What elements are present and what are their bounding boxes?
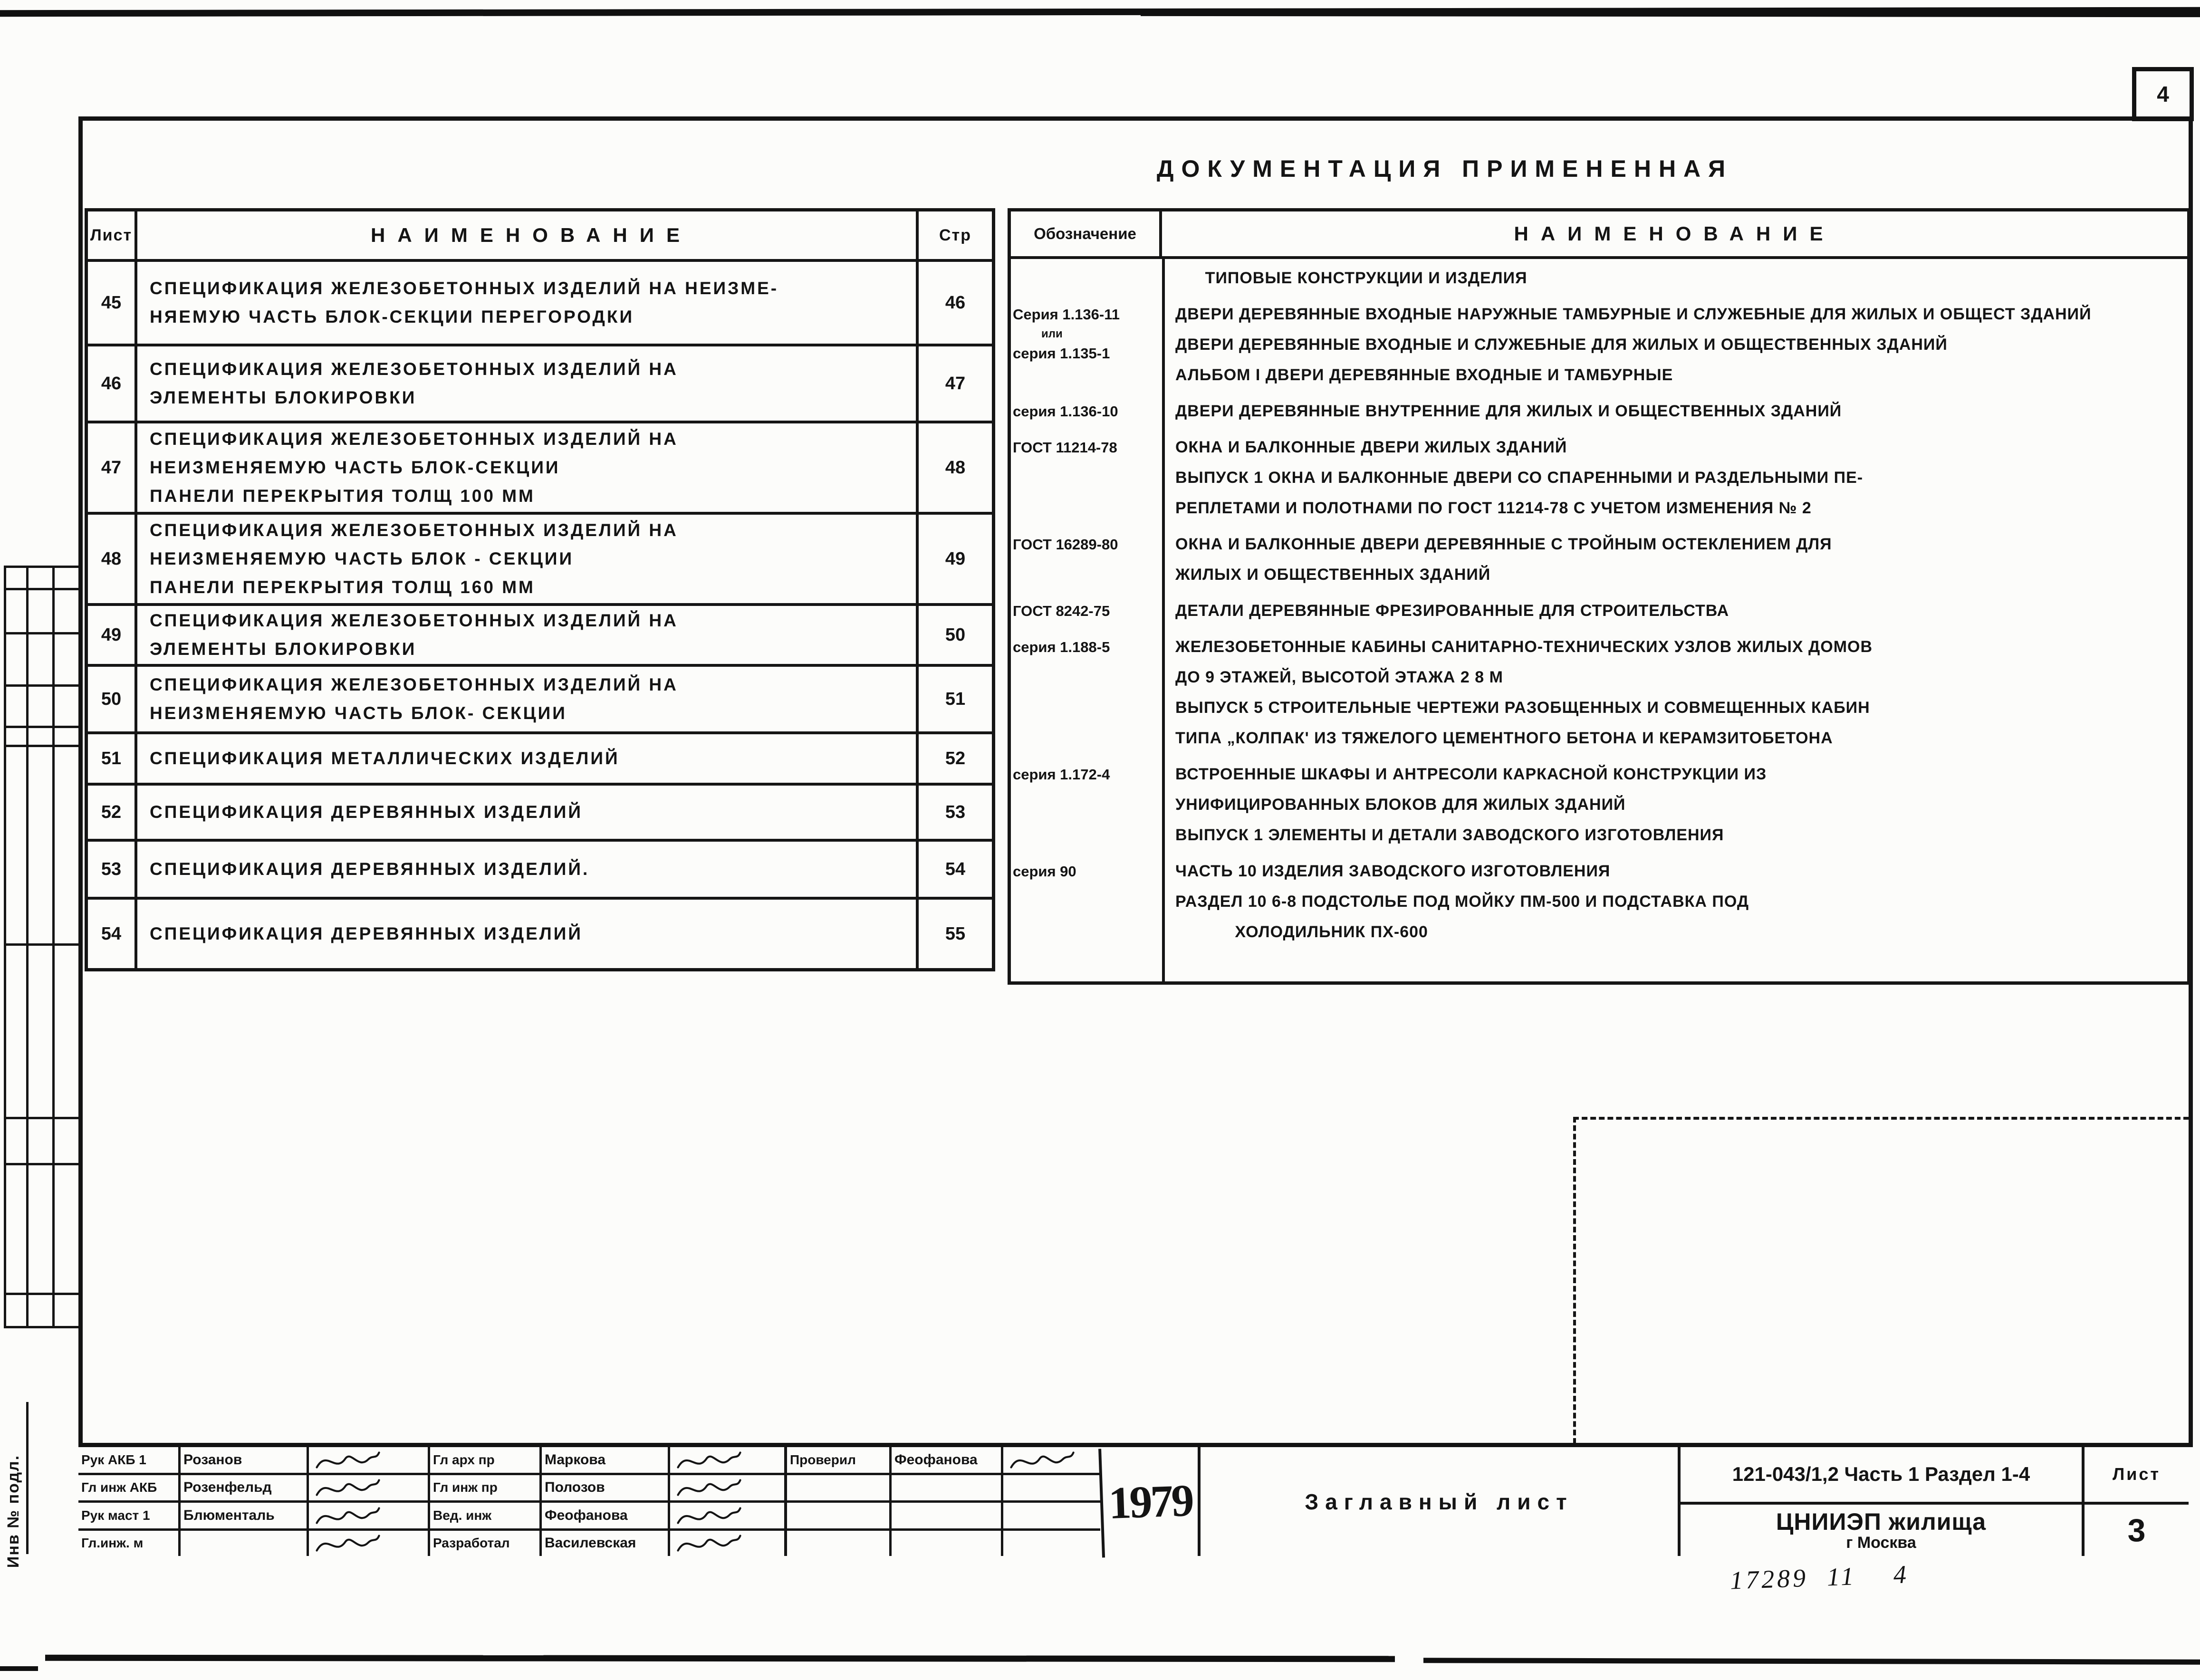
designation-cell (1011, 632, 1162, 753)
column-divider-line (1162, 259, 1165, 981)
signer-role: Рук маст 1 (81, 1507, 150, 1523)
sheet-number: 3 (2085, 1502, 2189, 1556)
table-row (88, 512, 992, 603)
margin-line (4, 1117, 78, 1119)
name-cell (1162, 396, 2187, 426)
signer-name: Полозов (539, 1475, 668, 1501)
signer-role: Вед. инж (428, 1503, 539, 1528)
name-cell (137, 900, 916, 968)
checked-row (787, 1447, 1100, 1473)
title-block-checked (784, 1447, 1100, 1556)
dashed-revision-box (1573, 1117, 2189, 1444)
designation-line: Серия 1.136-11 (1013, 306, 1120, 323)
sheet-label: Лист (2112, 1464, 2161, 1484)
name-line: НЕИЗМЕНЯЕМУЮ ЧАСТЬ БЛОК- СЕКЦИИ (150, 703, 567, 723)
name-line: ДО 9 ЭТАЖЕЙ, ВЫСОТОЙ ЭТАЖА 2 8 М (1175, 668, 1503, 686)
sheet-number-cell: 48 (88, 515, 137, 603)
title-block (78, 1443, 2193, 1556)
right-table-entries (1011, 263, 2187, 947)
table-row (1011, 632, 2187, 753)
table-row (88, 897, 992, 968)
name-line: СПЕЦИФИКАЦИЯ ЖЕЛЕЗОБЕТОННЫХ ИЗДЕЛИЙ НА НЕИЗМЕ- (150, 278, 779, 298)
signature-scribble (1001, 1447, 1103, 1473)
name-line: УНИФИЦИРОВАННЫХ БЛОКОВ ДЛЯ ЖИЛЫХ ЗДАНИЙ (1175, 796, 1626, 814)
margin-line (4, 684, 78, 687)
page-number-cell: 53 (916, 786, 992, 839)
name-line: НЯЕМУЮ ЧАСТЬ БЛОК-СЕКЦИИ ПЕРЕГОРОДКИ (150, 307, 634, 326)
margin-line (4, 1163, 78, 1165)
name-line: ЖИЛЫХ И ОБЩЕСТВЕННЫХ ЗДАНИЙ (1175, 566, 1491, 584)
name-cell (137, 262, 916, 344)
name-cell (1162, 759, 2187, 850)
name-cell (1162, 595, 2187, 626)
name-cell (1162, 529, 2187, 590)
table-row (88, 839, 992, 897)
name-line: СПЕЦИФИКАЦИЯ ЖЕЛЕЗОБЕТОННЫХ ИЗДЕЛИЙ НА (150, 611, 678, 630)
signer-name: Розанов (178, 1447, 307, 1473)
name-line: ВЫПУСК 1 ОКНА И БАЛКОННЫЕ ДВЕРИ СО СПАРЕННЫМИ И РАЗДЕЛЬНЫМИ ПЕ- (1175, 469, 1864, 487)
name-cell (137, 606, 916, 664)
signer-row (78, 1447, 784, 1473)
name-line: СПЕЦИФИКАЦИЯ МЕТАЛЛИЧЕСКИХ ИЗДЕЛИЙ (150, 749, 620, 768)
inventory-number-label: Инв № подл. (4, 1454, 22, 1568)
name-cell (1162, 856, 2187, 947)
designation-line: серия 1.172-4 (1013, 766, 1110, 783)
signature-scribble (307, 1475, 428, 1501)
table-row (1011, 299, 2187, 390)
sheet-number-cell: 50 (88, 667, 137, 731)
sheet-number-cell: 47 (88, 423, 137, 512)
signer-row (78, 1500, 784, 1528)
table-header-row (88, 211, 992, 259)
table-row (1011, 529, 2187, 590)
name-cell (137, 786, 916, 839)
name-line: ВЫПУСК 1 ЭЛЕМЕНТЫ И ДЕТАЛИ ЗАВОДСКОГО ИЗГОТОВЛЕНИЯ (1175, 826, 1724, 844)
name-cell (137, 842, 916, 897)
signer-name: Маркова (539, 1447, 668, 1473)
name-line: ДВЕРИ ДЕРЕВЯННЫЕ ВНУТРЕННИЕ ДЛЯ ЖИЛЫХ И ОБЩЕСТВЕННЫХ ЗДАНИЙ (1175, 402, 1842, 420)
name-line: ВСТРОЕННЫЕ ШКАФЫ И АНТРЕСОЛИ КАРКАСНОЙ КОНСТРУКЦИИ ИЗ (1175, 765, 1767, 783)
designation-line: серия 90 (1013, 863, 1076, 880)
designation-cell (1011, 529, 1162, 590)
table-row (88, 259, 992, 344)
name-line: ЭЛЕМЕНТЫ БЛОКИРОВКИ (150, 388, 417, 407)
name-line: ЧАСТЬ 10 ИЗДЕЛИЯ ЗАВОДСКОГО ИЗГОТОВЛЕНИЯ (1175, 862, 1611, 880)
name-line: РАЗДЕЛ 10 6-8 ПОДСТОЛЬЕ ПОД МОЙКУ ПМ-500 И ПОДСТАВКА ПОД (1175, 893, 1749, 911)
name-line: СПЕЦИФИКАЦИЯ ДЕРЕВЯННЫХ ИЗДЕЛИЙ (150, 924, 583, 943)
table-row (1011, 856, 2187, 947)
title-block-sheet-section (2082, 1447, 2189, 1556)
table-row (88, 664, 992, 731)
page-number-cell: 52 (916, 734, 992, 783)
sheet-number-cell: 46 (88, 346, 137, 421)
page-number-cell: 50 (916, 606, 992, 664)
sheet-index-table (85, 208, 995, 971)
name-line: СПЕЦИФИКАЦИЯ ЖЕЛЕЗОБЕТОННЫХ ИЗДЕЛИЙ НА (150, 520, 678, 540)
sheet-number-cell: 52 (88, 786, 137, 839)
handwritten-note: 17289 11 4 (1729, 1560, 1910, 1595)
designation-cell (1011, 396, 1162, 426)
right-table-body (1011, 259, 2187, 981)
table-row (1011, 263, 2187, 293)
margin-line (52, 566, 55, 1326)
table-row (1011, 595, 2187, 626)
designation-line: ГОСТ 16289-80 (1013, 536, 1118, 553)
page-number-cell: 51 (916, 667, 992, 731)
checked-name: Феофанова (889, 1447, 1001, 1473)
torn-edge-bottom (1423, 1658, 2200, 1664)
page-number-cell: 55 (916, 900, 992, 968)
name-line: ЖЕЛЕЗОБЕТОННЫЕ КАБИНЫ САНИТАРНО-ТЕХНИЧЕСКИХ УЗЛОВ ЖИЛЫХ ДОМОВ (1175, 638, 1873, 656)
sheet-number-cell: 45 (88, 262, 137, 344)
empty-row (787, 1500, 1100, 1528)
empty-row (787, 1473, 1100, 1501)
name-line: ОКНА И БАЛКОННЫЕ ДВЕРИ ДЕРЕВЯННЫЕ С ТРОЙНЫМ ОСТЕКЛЕНИЕМ ДЛЯ (1175, 535, 1832, 553)
sheet-number-cell: 54 (88, 900, 137, 968)
name-cell (137, 423, 916, 512)
page-number-cell: 49 (916, 515, 992, 603)
name-line: НЕИЗМЕНЯЕМУЮ ЧАСТЬ БЛОК - СЕКЦИИ (150, 549, 574, 568)
column-header-designation: Обозначение (1011, 211, 1162, 256)
signer-role: Гл инж пр (428, 1475, 539, 1501)
margin-line (26, 566, 29, 1326)
column-header-page: Стр (916, 211, 992, 259)
name-cell (1162, 632, 2187, 753)
signer-role: Рук АКБ 1 (81, 1452, 146, 1467)
name-cell (1162, 299, 2187, 390)
designation-cell (1011, 299, 1162, 390)
signer-role: Гл инж АКБ (81, 1480, 157, 1495)
name-cell (137, 515, 916, 603)
table-row (1011, 759, 2187, 850)
designation-cell (1011, 759, 1162, 850)
name-line: ДВЕРИ ДЕРЕВЯННЫЕ ВХОДНЫЕ И СЛУЖЕБНЫЕ ДЛЯ ЖИЛЫХ И ОБЩЕСТВЕННЫХ ЗДАНИЙ (1175, 336, 1948, 354)
column-header-name: НАИМЕНОВАНИЕ (371, 224, 692, 246)
name-line: ХОЛОДИЛЬНИК ПХ-600 (1175, 923, 1428, 941)
name-line: СПЕЦИФИКАЦИЯ ЖЕЛЕЗОБЕТОННЫХ ИЗДЕЛИЙ НА (150, 359, 678, 379)
table-row (88, 783, 992, 839)
table-row (88, 344, 992, 421)
name-line: СПЕЦИФИКАЦИЯ ДЕРЕВЯННЫХ ИЗДЕЛИЙ. (150, 859, 590, 879)
margin-line (4, 1293, 78, 1295)
name-line: ПАНЕЛИ ПЕРЕКРЫТИЯ ТОЛЩ 100 ММ (150, 486, 535, 506)
name-line: ДВЕРИ ДЕРЕВЯННЫЕ ВХОДНЫЕ НАРУЖНЫЕ ТАМБУРНЫЕ И СЛУЖЕБНЫЕ ДЛЯ ЖИЛЫХ И ОБЩЕСТ ЗДАНИЙ (1175, 305, 2092, 323)
designation-line: или (1041, 327, 1063, 340)
designation-cell (1011, 595, 1162, 626)
signer-role: Гл.инж. м (81, 1536, 144, 1551)
name-line: ВЫПУСК 5 СТРОИТЕЛЬНЫЕ ЧЕРТЕЖИ РАЗОБЩЕННЫХ И СОВМЕЩЕННЫХ КАБИН (1175, 699, 1870, 717)
applied-documents-table (1008, 208, 2190, 985)
designation-cell (1011, 263, 1162, 293)
signature-scribble (307, 1447, 428, 1473)
margin-line (4, 632, 78, 634)
checked-label: Проверил (790, 1452, 856, 1467)
column-header-sheet: Лист (88, 211, 137, 259)
document-title-cell: Заглавный лист (1198, 1447, 1678, 1556)
name-line: ЭЛЕМЕНТЫ БЛОКИРОВКИ (150, 639, 417, 659)
signature-scribble (307, 1503, 428, 1528)
name-cell (1162, 432, 2187, 523)
margin-line (4, 1326, 78, 1328)
table-row (88, 421, 992, 512)
name-line: НЕИЗМЕНЯЕМУЮ ЧАСТЬ БЛОК-СЕКЦИИ (150, 458, 560, 477)
signer-name: Феофанова (539, 1503, 668, 1528)
signature-scribble (307, 1531, 428, 1556)
signature-scribble (668, 1531, 784, 1556)
column-header-name: НАИМЕНОВАНИЕ (1514, 222, 1835, 245)
name-line: ДЕТАЛИ ДЕРЕВЯННЫЕ ФРЕЗИРОВАННЫЕ ДЛЯ СТРОИТЕЛЬСТВА (1175, 602, 1729, 620)
designation-line: серия 1.188-5 (1013, 639, 1110, 655)
signer-name: Розенфельд (178, 1475, 307, 1501)
page-number-cell: 54 (916, 842, 992, 897)
name-line: АЛЬБОМ I ДВЕРИ ДЕРЕВЯННЫЕ ВХОДНЫЕ И ТАМБУРНЫЕ (1175, 366, 1673, 384)
sheet-number-cell: 49 (88, 606, 137, 664)
signature-scribble (668, 1447, 784, 1473)
name-line: ПАНЕЛИ ПЕРЕКРЫТИЯ ТОЛЩ 160 ММ (150, 577, 535, 597)
name-line: СПЕЦИФИКАЦИЯ ЖЕЛЕЗОБЕТОННЫХ ИЗДЕЛИЙ НА (150, 675, 678, 694)
name-cell (1162, 263, 2187, 293)
page-number-cell: 48 (916, 423, 992, 512)
empty-row (787, 1528, 1100, 1556)
corner-sheet-number-box (2132, 67, 2194, 121)
torn-edge-top (1141, 12, 2200, 17)
table-header-row (1011, 211, 2187, 259)
signer-name: Василевская (539, 1531, 668, 1556)
margin-line (4, 566, 6, 1326)
margin-line (4, 943, 78, 946)
name-cell (137, 667, 916, 731)
sheet-number-cell: 51 (88, 734, 137, 783)
project-code: 121-043/1,2 Часть 1 Раздел 1-4 (1732, 1463, 2030, 1486)
name-line: СПЕЦИФИКАЦИЯ ЖЕЛЕЗОБЕТОННЫХ ИЗДЕЛИЙ НА (150, 429, 678, 449)
left-table-body (88, 259, 992, 968)
name-line: РЕПЛЕТАМИ И ПОЛОТНАМИ ПО ГОСТ 11214-78 С УЧЕТОМ ИЗМЕНЕНИЯ № 2 (1175, 499, 1812, 517)
name-cell (137, 346, 916, 421)
designation-line: ГОСТ 8242-75 (1013, 603, 1110, 619)
page-title: ДОКУМЕНТАЦИЯ ПРИМЕНЕННАЯ (1156, 155, 1733, 182)
year-cell: 1979 (1098, 1445, 1200, 1557)
signer-name (178, 1531, 307, 1556)
signer-role: Гл арх пр (428, 1447, 539, 1473)
organization-city: г Москва (1846, 1533, 1916, 1552)
torn-edge-bottom (45, 1655, 1395, 1662)
table-row (1011, 432, 2187, 523)
organization-cell (1681, 1502, 2082, 1556)
signer-name: Блюменталь (178, 1503, 307, 1528)
margin-line (4, 566, 78, 568)
signer-role: Разработал (428, 1531, 539, 1556)
signature-scribble (668, 1503, 784, 1528)
name-cell (137, 734, 916, 783)
name-line: ОКНА И БАЛКОННЫЕ ДВЕРИ ЖИЛЫХ ЗДАНИЙ (1175, 438, 1567, 456)
torn-edge-bottom (0, 1666, 38, 1671)
margin-line (4, 588, 78, 590)
title-block-signers (78, 1447, 784, 1556)
designation-cell (1011, 856, 1162, 947)
signature-scribble (668, 1475, 784, 1501)
organization-name: ЦНИИЭП жилища (1776, 1508, 1987, 1535)
table-row (1011, 396, 2187, 426)
designation-cell (1011, 432, 1162, 523)
designation-line: ГОСТ 11214-78 (1013, 439, 1117, 456)
corner-sheet-number: 4 (2157, 82, 2169, 106)
page-number-cell: 46 (916, 262, 992, 344)
table-row (88, 731, 992, 783)
page-number-cell: 47 (916, 346, 992, 421)
designation-line: серия 1.135-1 (1013, 345, 1110, 362)
designation-line: серия 1.136-10 (1013, 403, 1118, 420)
signer-row (78, 1473, 784, 1501)
sheet-number-cell: 53 (88, 842, 137, 897)
name-line: ТИПОВЫЕ КОНСТРУКЦИИ И ИЗДЕЛИЯ (1175, 269, 1528, 287)
margin-line (4, 726, 78, 728)
name-line: ТИПА „КОЛПАК' ИЗ ТЯЖЕЛОГО ЦЕМЕНТНОГО БЕТОНА И КЕРАМЗИТОБЕТОНА (1175, 729, 1833, 747)
table-row (88, 603, 992, 664)
signer-row (78, 1528, 784, 1556)
name-line: СПЕЦИФИКАЦИЯ ДЕРЕВЯННЫХ ИЗДЕЛИЙ (150, 802, 583, 822)
title-block-code-section (1678, 1447, 2082, 1556)
margin-line (4, 745, 78, 747)
